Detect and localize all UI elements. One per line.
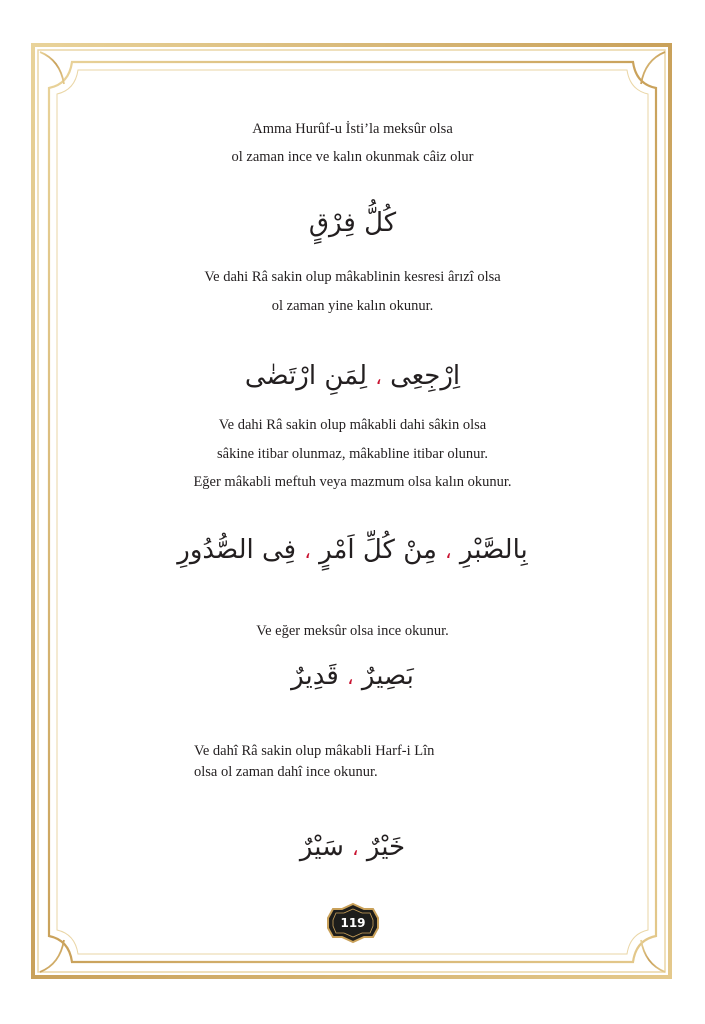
block3-line2: sâkine itibar olunmaz, mâkabline itibar olunur. xyxy=(217,446,488,462)
block4-arabic xyxy=(0,656,705,697)
arabic-word: سَيْرٌ xyxy=(299,832,344,862)
block3-line3: Eğer mâkabli meftuh veya mazmum olsa kalın okunur. xyxy=(193,474,512,490)
block1-arabic: كُلُّ فِرْقٍ xyxy=(308,208,397,238)
arabic-word: قَدِيرٌ xyxy=(291,661,339,691)
arabic-separator: ، xyxy=(445,539,452,563)
block5-line1: Ve dahî Râ sakin olup mâkabli Harf-i Lîn xyxy=(194,743,435,759)
block3-arabic xyxy=(0,530,705,571)
arabic-word: بِالصَّبْرِ xyxy=(459,535,528,565)
block5-line2: olsa ol zaman dahî ince okunur. xyxy=(194,764,378,780)
arabic-separator: ، xyxy=(347,665,354,689)
arabic-word: اِرْجِعِى xyxy=(390,361,461,391)
block2-line2: ol zaman yine kalın okunur. xyxy=(271,298,434,314)
arabic-word: مِنْ كُلِّ اَمْرٍ xyxy=(319,535,437,565)
arabic-word: خَيْرٌ xyxy=(366,832,406,862)
arabic-separator: ، xyxy=(375,365,382,389)
block4-line1: Ve eğer meksûr olsa ince okunur. xyxy=(256,623,449,639)
block2-line1: Ve dahi Râ sakin olup mâkablinin kesresi ârızî olsa xyxy=(204,269,501,285)
block2-arabic xyxy=(0,356,705,397)
arabic-word: لِمَنِ ارْتَضٰى xyxy=(244,361,368,391)
arabic-separator: ، xyxy=(304,539,311,563)
block1-line1: Amma Hurûf-u İsti’la meksûr olsa xyxy=(252,121,453,137)
arabic-word: فِى الصُّدُورِ xyxy=(177,535,297,565)
arabic-separator: ، xyxy=(352,836,359,860)
block5-arabic xyxy=(0,827,705,868)
block3-line1: Ve dahi Râ sakin olup mâkabli dahi sâkin olsa xyxy=(218,417,487,433)
arabic-word: بَصِيرٌ xyxy=(361,661,414,691)
page-number: 119 xyxy=(340,916,366,930)
block1-line2: ol zaman ince ve kalın okunmak câiz olur xyxy=(231,149,474,165)
